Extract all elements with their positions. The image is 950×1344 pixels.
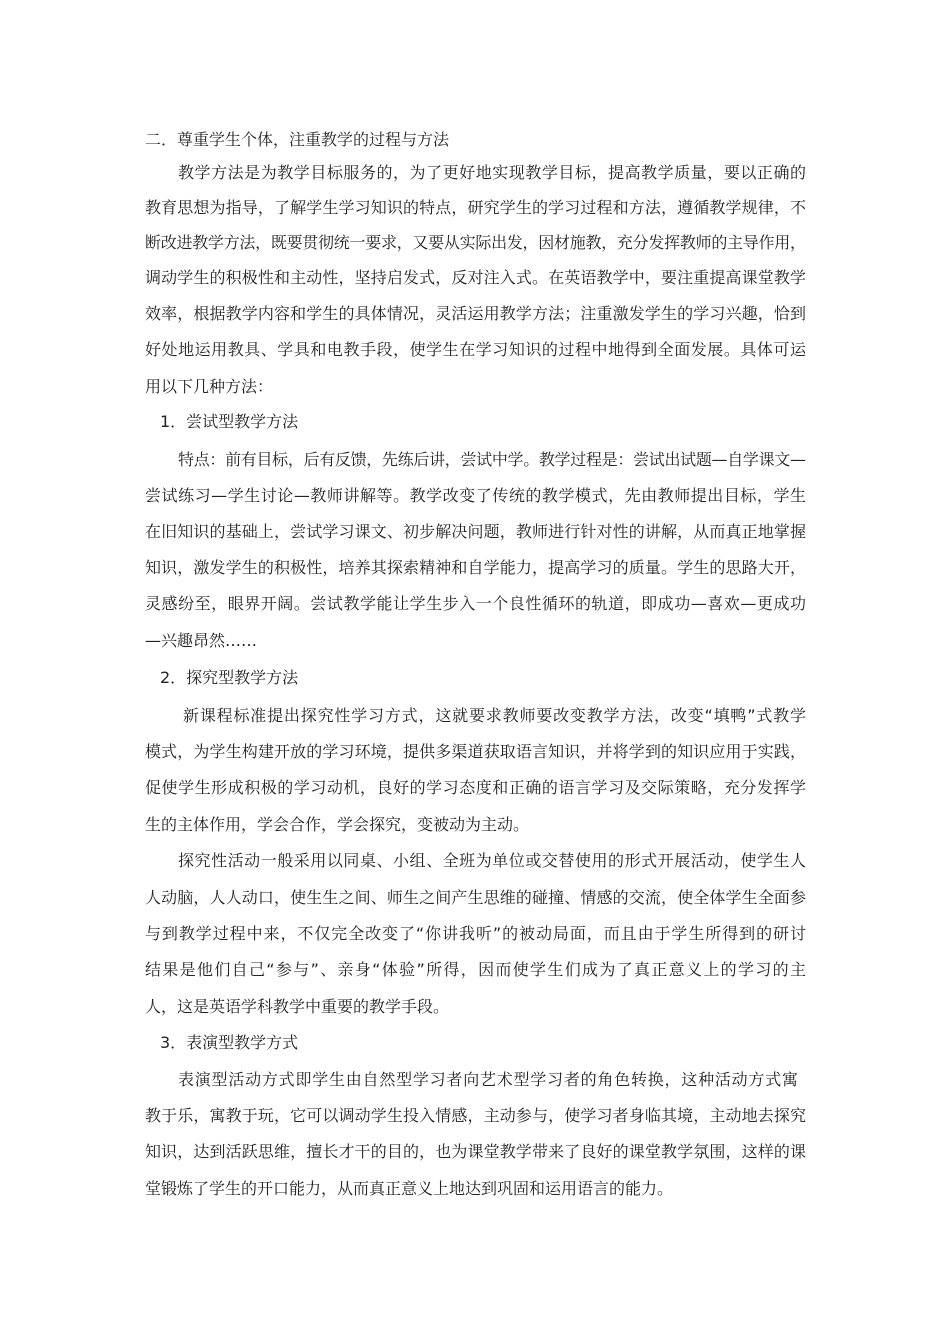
document-page: 二．尊重学生个体，注重教学的过程与方法 教学方法是为教学目标服务的，为了更好地实现教学目标，提高教学质量，要以正确的 教育思想为指导，了解学生学习知识的特点，研究学生的学习过程和方法，遵循教学规律，不 断改进教学方法，既要贯彻统一要求，又要从实际出发，因材施教，充分发挥教师的主导作用， 调动学生的积极性和主动性，坚持启发式，反对注入式。在英语教学中，要注重提高课堂教学 效率，根据教学内容和学生的具体情况，灵活运用教学方法；注重激发学生的学习兴趣，恰到 好处地运用教具、学具和电教手段，使学生在学习知识的过程中地得到全面发展。具体可运 用以下几种方法： 1．尝试型教学方法 特点：前有目标，后有反馈，先练后讲，尝试中学。教学过程是：尝试出试题—自学课文— 尝试练习—学生讨论—教师讲解等。教学改变了传统的教学模式，先由教师提出目标，学生 在旧知识的基础上，尝试学习课文、初步解决问题，教师进行针对性的讲解，从而真正地掌握 知识，激发学生的积极性，培养其探索精神和自学能力，提高学习的质量。学生的思路大开， 灵感纷至，眼界开阔。尝试教学能让学生步入一个良性循环的轨道，即成功—喜欢—更成功 —兴趣昂然…… 2．探究型教学方法 新课程标准提出探究性学习方式，这就要求教师要改变教学方法，改变“填鸭”式教学 模式，为学生构建开放的学习环境，提供多渠道获取语言知识，并将学到的知识应用于实践， 促使学生形成积极的学习动机，良好的学习态度和正确的语言学习及交际策略，充分发挥学 生的主体作用，学会合作，学会探究，变被动为主动。 探究性活动一般采用以同桌、小组、全班为单位或交替使用的形式开展活动，使学生人 人动脑，人人动口，使生生之间、师生之间产生思维的碰撞、情感的交流，使全体学生全面参 与到教学过程中来，不仅完全改变了“你讲我听”的被动局面，而且由于学生所得到的研讨 结果是他们自己“参与”、亲身“体验”所得，因而使学生们成为了真正意义上的学习的主 人，这是英语学科教学中重要的教学手段。 3．表演型教学方式 表演型活动方式即学生由自然型学习者向艺术型学习者的角色转换，这种活动方式寓 教于乐，寓教于玩，它可以调动学生投入情感，主动参与，使学习者身临其境，主动地去探究 知识，达到活跃思维，擅长才干的目的，也为课堂教学带来了良好的课堂教学氛围，这样的课 堂锻炼了学生的开口能力，从而真正意义上地达到巩固和运用语言的能力。 — [145, 130, 808, 1198]
